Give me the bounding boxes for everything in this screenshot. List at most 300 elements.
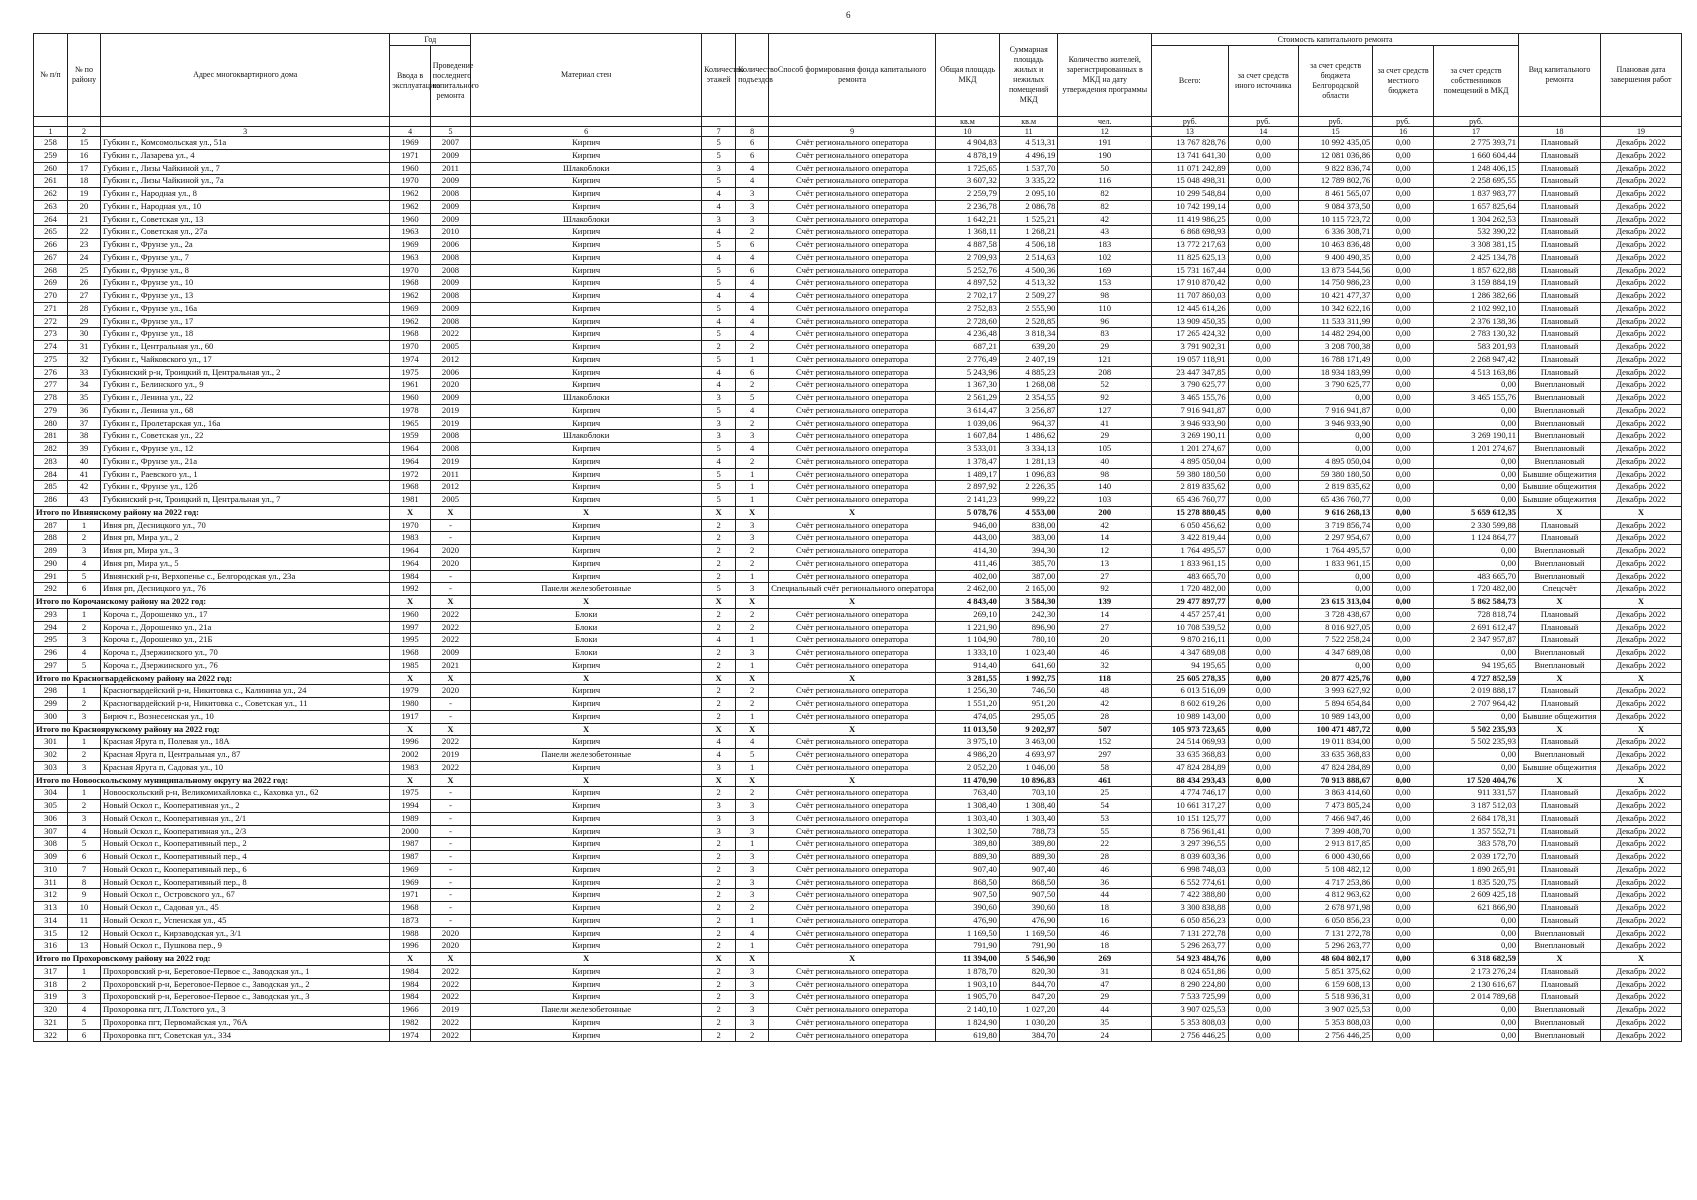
- table-cell: 29: [1058, 991, 1152, 1004]
- table-cell: Счёт регионального оператора: [769, 876, 936, 889]
- table-cell: 314: [34, 914, 68, 927]
- table-cell: Бирюч г., Вознесенская ул., 10: [101, 710, 390, 723]
- table-cell: 10 661 317,27: [1152, 800, 1229, 813]
- header-living-area: Суммарная площадь жилых и нежилых помещений МКД: [999, 34, 1058, 117]
- table-cell: 0,00: [1228, 659, 1298, 672]
- table-cell: 41: [68, 468, 101, 481]
- table-cell: X: [1600, 672, 1681, 685]
- table-cell: 13 741 641,30: [1152, 149, 1229, 162]
- table-cell: Красная Яруга п, Центральная ул., 87: [101, 749, 390, 762]
- table-cell: Декабрь 2022: [1600, 570, 1681, 583]
- table-cell: 300: [34, 710, 68, 723]
- table-cell: 10 989 143,00: [1298, 710, 1372, 723]
- table-cell: 1 023,40: [999, 647, 1058, 660]
- table-cell: 3 208 700,38: [1298, 341, 1372, 354]
- table-cell: 24 514 069,93: [1152, 736, 1229, 749]
- table-cell: Кирпич: [471, 570, 702, 583]
- table-cell: 102: [1058, 251, 1152, 264]
- table-cell: 42: [1058, 519, 1152, 532]
- table-cell: 15 278 880,45: [1152, 506, 1229, 519]
- table-cell: Счёт регионального оператора: [769, 532, 936, 545]
- table-cell: 3: [702, 812, 736, 825]
- table-cell: -: [430, 519, 470, 532]
- table-cell: 9 870 216,11: [1152, 634, 1229, 647]
- table-row: [34, 800, 1682, 813]
- table-cell: 3 269 190,11: [1152, 430, 1229, 443]
- table-cell: -: [430, 787, 470, 800]
- table-cell: 10 463 836,48: [1298, 239, 1372, 252]
- table-cell: 3 187 512,03: [1433, 800, 1518, 813]
- table-cell: 687,21: [936, 341, 1000, 354]
- table-cell: 507: [1058, 723, 1152, 736]
- table-cell: Декабрь 2022: [1600, 902, 1681, 915]
- table-row: [34, 417, 1682, 430]
- table-cell: X: [1519, 672, 1601, 685]
- table-cell: 4 897,52: [936, 277, 1000, 290]
- table-cell: 9 616 268,13: [1298, 506, 1372, 519]
- table-cell: 92: [1058, 583, 1152, 596]
- table-cell: 5: [736, 749, 769, 762]
- table-cell: X: [430, 953, 470, 966]
- unit-cell: руб.: [1433, 117, 1518, 127]
- table-cell: 3 308 381,15: [1433, 239, 1518, 252]
- table-cell: Кирпич: [471, 761, 702, 774]
- table-cell: Кирпич: [471, 226, 702, 239]
- table-cell: Панели железобетонные: [471, 1004, 702, 1017]
- table-cell: Декабрь 2022: [1600, 162, 1681, 175]
- table-cell: 3: [736, 430, 769, 443]
- table-cell: 0,00: [1228, 149, 1298, 162]
- table-cell: 27: [1058, 621, 1152, 634]
- table-cell: X: [769, 506, 936, 519]
- table-cell: 267: [34, 251, 68, 264]
- header-district-num: № по району: [68, 34, 101, 117]
- table-cell: 0,00: [1228, 200, 1298, 213]
- header-fund: Способ формирования фонда капитального ремонта: [769, 34, 936, 117]
- table-cell: X: [1600, 596, 1681, 609]
- table-cell: 0,00: [1228, 965, 1298, 978]
- table-cell: Кирпич: [471, 302, 702, 315]
- table-cell: 3 256,87: [999, 404, 1058, 417]
- table-cell: 5: [702, 468, 736, 481]
- table-cell: 8 024 651,86: [1152, 965, 1229, 978]
- table-cell: 3: [736, 825, 769, 838]
- table-cell: 483 665,70: [1152, 570, 1229, 583]
- table-cell: 0,00: [1298, 659, 1372, 672]
- table-cell: 36: [1058, 876, 1152, 889]
- table-cell: Новооскольский р-н, Великомихайловка с., Каховка ул., 62: [101, 787, 390, 800]
- table-cell: 0,00: [1373, 1029, 1434, 1042]
- table-cell: 25: [1058, 787, 1152, 800]
- table-cell: Плановый: [1519, 812, 1601, 825]
- table-row: [34, 379, 1682, 392]
- table-cell: Декабрь 2022: [1600, 838, 1681, 851]
- table-row: [34, 239, 1682, 252]
- table-cell: X: [430, 774, 470, 787]
- table-row: [34, 1029, 1682, 1042]
- table-cell: Плановый: [1519, 302, 1601, 315]
- unit-cell: [1600, 117, 1681, 127]
- table-cell: 5: [702, 175, 736, 188]
- table-cell: 31: [68, 341, 101, 354]
- district-total-label: Итого по Ивнянскому району на 2022 год:: [34, 506, 390, 519]
- table-cell: Ивня рп, Мира ул., 3: [101, 545, 390, 558]
- table-cell: 3: [736, 188, 769, 201]
- district-total-label: Итого по Красноярукскому району на 2022 год:: [34, 723, 390, 736]
- table-cell: Кирпич: [471, 200, 702, 213]
- table-cell: X: [736, 723, 769, 736]
- table-row: [34, 137, 1682, 150]
- table-cell: 269: [1058, 953, 1152, 966]
- table-cell: Декабрь 2022: [1600, 545, 1681, 558]
- table-cell: 2022: [430, 991, 470, 1004]
- table-cell: 0,00: [1373, 736, 1434, 749]
- table-cell: 20: [1058, 634, 1152, 647]
- table-cell: 29: [1058, 341, 1152, 354]
- table-cell: 0,00: [1228, 736, 1298, 749]
- table-cell: 298: [34, 685, 68, 698]
- table-cell: 4: [68, 825, 101, 838]
- table-cell: 0,00: [1228, 379, 1298, 392]
- table-cell: Счёт регионального оператора: [769, 736, 936, 749]
- table-cell: 1969: [390, 302, 430, 315]
- table-cell: 0,00: [1373, 863, 1434, 876]
- table-cell: 4: [736, 315, 769, 328]
- table-cell: 5: [68, 659, 101, 672]
- table-cell: Губкин г., Фрунзе ул., 8: [101, 264, 390, 277]
- table-cell: 3 584,30: [999, 596, 1058, 609]
- table-cell: 0,00: [1433, 940, 1518, 953]
- table-cell: 443,00: [936, 532, 1000, 545]
- table-cell: 746,50: [999, 685, 1058, 698]
- table-cell: Счёт регионального оператора: [769, 341, 936, 354]
- table-cell: 0,00: [1228, 876, 1298, 889]
- table-cell: 3: [736, 991, 769, 1004]
- district-total-row: [34, 596, 1682, 609]
- table-cell: 4 895 050,04: [1298, 455, 1372, 468]
- table-cell: Кирпич: [471, 188, 702, 201]
- table-cell: Кирпич: [471, 940, 702, 953]
- table-cell: 2 707 964,42: [1433, 698, 1518, 711]
- table-cell: 1995: [390, 634, 430, 647]
- table-cell: 390,60: [999, 902, 1058, 915]
- table-cell: 2022: [430, 736, 470, 749]
- table-cell: 0,00: [1373, 557, 1434, 570]
- table-cell: 105: [1058, 443, 1152, 456]
- table-cell: 2 684 178,31: [1433, 812, 1518, 825]
- table-cell: 6 336 308,71: [1298, 226, 1372, 239]
- table-cell: 16 788 171,49: [1298, 353, 1372, 366]
- table-cell: 2: [702, 545, 736, 558]
- table-cell: 152: [1058, 736, 1152, 749]
- table-cell: X: [1519, 774, 1601, 787]
- table-cell: 1994: [390, 800, 430, 813]
- table-cell: Счёт регионального оператора: [769, 863, 936, 876]
- table-cell: -: [430, 812, 470, 825]
- table-cell: 1: [736, 353, 769, 366]
- table-row: [34, 188, 1682, 201]
- column-number-cell: 11: [999, 127, 1058, 137]
- table-cell: 1 489,17: [936, 468, 1000, 481]
- table-cell: Кирпич: [471, 698, 702, 711]
- table-cell: 3 907 025,53: [1298, 1004, 1372, 1017]
- table-cell: Короча г., Дорошенко ул., 17: [101, 608, 390, 621]
- column-number-cell: 9: [769, 127, 936, 137]
- table-cell: -: [430, 889, 470, 902]
- table-cell: Кирпич: [471, 863, 702, 876]
- table-cell: 42: [1058, 698, 1152, 711]
- table-cell: 3: [702, 800, 736, 813]
- table-cell: 2: [702, 647, 736, 660]
- table-cell: Счёт регионального оператора: [769, 379, 936, 392]
- table-cell: 1972: [390, 468, 430, 481]
- table-cell: 2 819 835,62: [1298, 481, 1372, 494]
- table-cell: X: [736, 953, 769, 966]
- table-cell: 0,00: [1373, 353, 1434, 366]
- table-cell: 283: [34, 455, 68, 468]
- table-cell: 1968: [390, 481, 430, 494]
- table-row: [34, 200, 1682, 213]
- unit-cell: [390, 117, 430, 127]
- table-cell: 1: [736, 940, 769, 953]
- table-cell: 2020: [430, 685, 470, 698]
- table-cell: 3 863 414,60: [1298, 787, 1372, 800]
- table-cell: 8 602 619,26: [1152, 698, 1229, 711]
- column-numbers-row: [34, 127, 1682, 137]
- table-cell: 2: [702, 685, 736, 698]
- table-cell: 0,00: [1228, 213, 1298, 226]
- table-cell: 1981: [390, 494, 430, 507]
- table-cell: 3 465 155,76: [1433, 392, 1518, 405]
- table-cell: 0,00: [1298, 430, 1372, 443]
- table-cell: 3 946 933,90: [1152, 417, 1229, 430]
- table-cell: 1964: [390, 545, 430, 558]
- table-cell: Счёт регионального оператора: [769, 621, 936, 634]
- table-cell: 1962: [390, 200, 430, 213]
- table-cell: Счёт регионального оператора: [769, 710, 936, 723]
- table-cell: Декабрь 2022: [1600, 749, 1681, 762]
- table-cell: 1970: [390, 175, 430, 188]
- table-cell: 2022: [430, 761, 470, 774]
- table-cell: Кирпич: [471, 137, 702, 150]
- table-cell: 7: [68, 863, 101, 876]
- table-cell: 284: [34, 468, 68, 481]
- table-cell: 2 173 276,24: [1433, 965, 1518, 978]
- table-cell: Кирпич: [471, 481, 702, 494]
- table-cell: 0,00: [1228, 137, 1298, 150]
- table-cell: 964,37: [999, 417, 1058, 430]
- table-cell: 1989: [390, 812, 430, 825]
- table-cell: 48 604 802,17: [1298, 953, 1372, 966]
- table-cell: 2012: [430, 481, 470, 494]
- table-row: [34, 736, 1682, 749]
- table-cell: 2: [736, 557, 769, 570]
- table-cell: Внеплановый: [1519, 1004, 1601, 1017]
- table-cell: Декабрь 2022: [1600, 532, 1681, 545]
- table-cell: 3: [736, 200, 769, 213]
- table-cell: 4 904,83: [936, 137, 1000, 150]
- table-cell: Кирпич: [471, 902, 702, 915]
- header-floors: Количество этажей: [702, 34, 736, 117]
- table-cell: 3 334,13: [999, 443, 1058, 456]
- header-year-group: Год: [390, 34, 471, 46]
- table-cell: 303: [34, 761, 68, 774]
- table-cell: 2022: [430, 965, 470, 978]
- table-cell: 5 108 482,12: [1298, 863, 1372, 876]
- table-cell: 2008: [430, 443, 470, 456]
- table-cell: 25 605 278,35: [1152, 672, 1229, 685]
- table-cell: Новый Оскол г., Успенская ул., 45: [101, 914, 390, 927]
- table-cell: Прохоровский р-н, Береговое-Первое с., Заводская ул., 1: [101, 965, 390, 978]
- table-cell: 0,00: [1228, 494, 1298, 507]
- table-cell: 279: [34, 404, 68, 417]
- table-cell: 0,00: [1373, 749, 1434, 762]
- table-cell: 4: [736, 290, 769, 303]
- table-cell: 276: [34, 366, 68, 379]
- table-cell: 10 115 723,72: [1298, 213, 1372, 226]
- table-cell: 6 318 682,59: [1433, 953, 1518, 966]
- table-cell: 1 304 262,53: [1433, 213, 1518, 226]
- table-cell: 2008: [430, 290, 470, 303]
- table-cell: Кирпич: [471, 315, 702, 328]
- table-cell: 4 693,97: [999, 749, 1058, 762]
- table-cell: Счёт регионального оператора: [769, 353, 936, 366]
- table-cell: 0,00: [1373, 634, 1434, 647]
- column-number-cell: 19: [1600, 127, 1681, 137]
- table-cell: 47 824 284,89: [1152, 761, 1229, 774]
- table-cell: 27: [1058, 570, 1152, 583]
- table-cell: 8 290 224,80: [1152, 978, 1229, 991]
- table-cell: 2: [736, 621, 769, 634]
- table-cell: 11 071 242,89: [1152, 162, 1229, 175]
- table-cell: 3: [736, 965, 769, 978]
- table-cell: 316: [34, 940, 68, 953]
- table-cell: Кирпич: [471, 1016, 702, 1029]
- table-cell: Плановый: [1519, 353, 1601, 366]
- table-cell: 242,30: [999, 608, 1058, 621]
- table-cell: 308: [34, 838, 68, 851]
- table-cell: Декабрь 2022: [1600, 251, 1681, 264]
- unit-cell: [34, 117, 68, 127]
- table-cell: 1960: [390, 392, 430, 405]
- table-cell: 22: [1058, 838, 1152, 851]
- table-cell: Внеплановый: [1519, 647, 1601, 660]
- table-cell: 2 752,83: [936, 302, 1000, 315]
- table-cell: 3: [68, 634, 101, 647]
- table-cell: 309: [34, 851, 68, 864]
- table-cell: 37: [68, 417, 101, 430]
- unit-cell: [736, 117, 769, 127]
- table-cell: Красногвардейский р-н, Никитовка с., Калинина ул., 24: [101, 685, 390, 698]
- table-cell: 1975: [390, 787, 430, 800]
- table-cell: 183: [1058, 239, 1152, 252]
- table-cell: 10 342 622,16: [1298, 302, 1372, 315]
- district-total-label: Итого по Новооскольскому муниципальному округу на 2022 год:: [34, 774, 390, 787]
- table-cell: 1: [68, 787, 101, 800]
- table-cell: 13 909 450,35: [1152, 315, 1229, 328]
- table-cell: 1 169,50: [936, 927, 1000, 940]
- unit-cell: [702, 117, 736, 127]
- table-cell: 389,80: [999, 838, 1058, 851]
- table-cell: 4 513 163,86: [1433, 366, 1518, 379]
- table-cell: Блоки: [471, 621, 702, 634]
- table-cell: 1: [736, 838, 769, 851]
- table-cell: 12: [1058, 545, 1152, 558]
- table-cell: 305: [34, 800, 68, 813]
- table-cell: 0,00: [1373, 404, 1434, 417]
- table-cell: 844,70: [999, 978, 1058, 991]
- table-cell: 310: [34, 863, 68, 876]
- table-cell: 0,00: [1373, 851, 1434, 864]
- table-cell: 301: [34, 736, 68, 749]
- table-cell: 5: [68, 838, 101, 851]
- table-cell: 59 380 180,50: [1152, 468, 1229, 481]
- table-cell: 28: [68, 302, 101, 315]
- table-cell: 4: [702, 366, 736, 379]
- table-cell: 2: [702, 838, 736, 851]
- table-cell: 2019: [430, 404, 470, 417]
- table-cell: 4 513,32: [999, 277, 1058, 290]
- table-cell: 271: [34, 302, 68, 315]
- table-cell: 8 016 927,05: [1298, 621, 1372, 634]
- table-cell: 5 353 808,03: [1152, 1016, 1229, 1029]
- table-cell: 1980: [390, 698, 430, 711]
- table-cell: X: [769, 596, 936, 609]
- table-cell: 474,05: [936, 710, 1000, 723]
- table-cell: 59 380 180,50: [1298, 468, 1372, 481]
- table-cell: Ивня рп, Мира ул., 5: [101, 557, 390, 570]
- table-cell: Кирпич: [471, 991, 702, 1004]
- table-row: [34, 443, 1682, 456]
- table-cell: 1: [736, 634, 769, 647]
- table-cell: 4: [736, 162, 769, 175]
- table-cell: 2019: [430, 1004, 470, 1017]
- table-cell: Губкин г., Фрунзе ул., 18: [101, 328, 390, 341]
- table-cell: 3 791 902,31: [1152, 341, 1229, 354]
- table-cell: 0,00: [1228, 468, 1298, 481]
- table-cell: 0,00: [1373, 685, 1434, 698]
- table-cell: 2 102 992,10: [1433, 302, 1518, 315]
- table-cell: 5 546,90: [999, 953, 1058, 966]
- table-cell: 2 095,10: [999, 188, 1058, 201]
- column-number-cell: 10: [936, 127, 1000, 137]
- table-cell: 4 500,36: [999, 264, 1058, 277]
- unit-cell: [430, 117, 470, 127]
- table-cell: Губкин г., Советская ул., 22: [101, 430, 390, 443]
- table-cell: 2008: [430, 430, 470, 443]
- table-cell: 0,00: [1373, 608, 1434, 621]
- table-cell: 5: [702, 494, 736, 507]
- table-cell: Внеплановый: [1519, 404, 1601, 417]
- table-cell: Счёт регионального оператора: [769, 889, 936, 902]
- table-cell: Кирпич: [471, 710, 702, 723]
- table-cell: 728 818,74: [1433, 608, 1518, 621]
- table-cell: 2006: [430, 239, 470, 252]
- table-cell: 0,00: [1373, 392, 1434, 405]
- table-cell: 0,00: [1228, 557, 1298, 570]
- table-cell: 3 607,32: [936, 175, 1000, 188]
- table-cell: 2020: [430, 940, 470, 953]
- table-cell: Губкинский р-н, Троицкий п, Центральная ул., 2: [101, 366, 390, 379]
- table-cell: -: [430, 570, 470, 583]
- table-cell: 1: [736, 468, 769, 481]
- table-cell: 321: [34, 1016, 68, 1029]
- district-total-label: Итого по Красногвардейскому району на 2022 год:: [34, 672, 390, 685]
- table-cell: 0,00: [1228, 353, 1298, 366]
- table-cell: 0,00: [1228, 787, 1298, 800]
- table-cell: 1 303,40: [936, 812, 1000, 825]
- table-cell: 3: [736, 532, 769, 545]
